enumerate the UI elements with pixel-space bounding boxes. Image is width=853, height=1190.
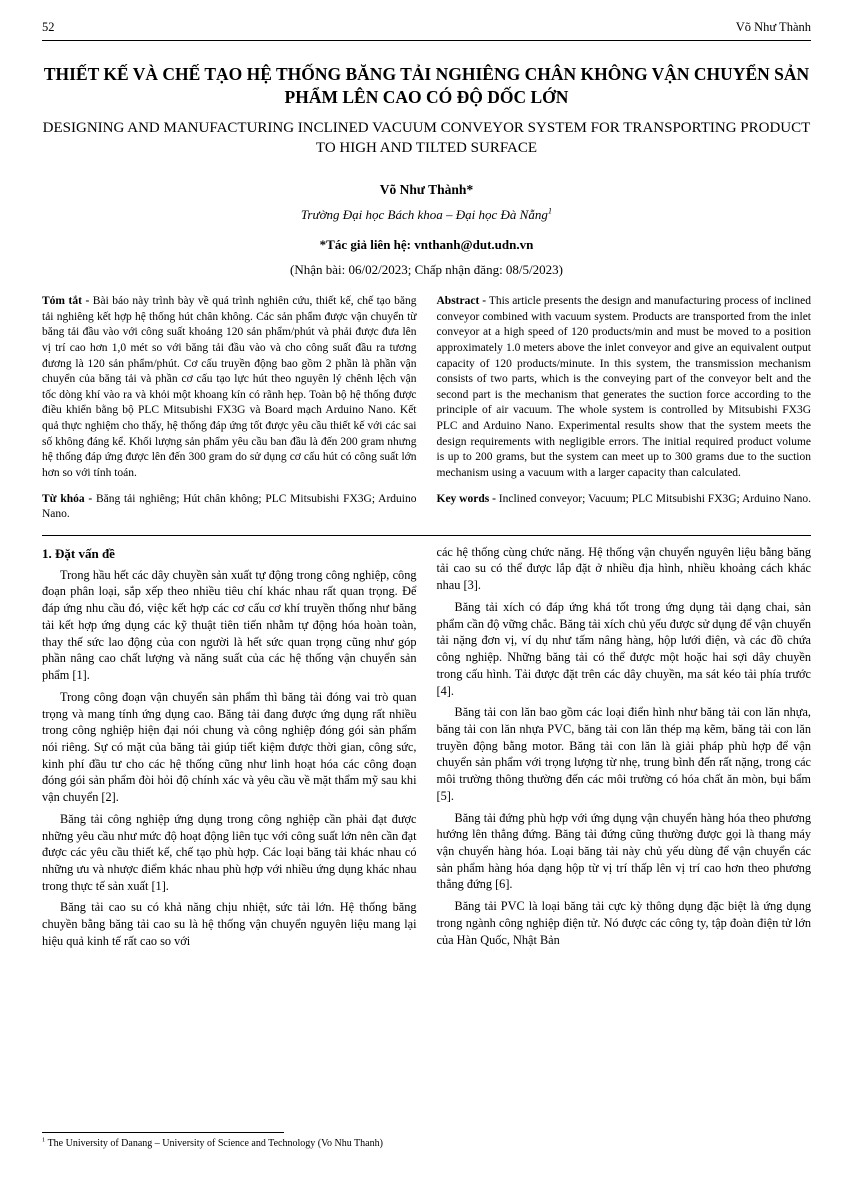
body-paragraph: Băng tải đứng phù hợp với ứng dụng vận chuyển hàng hóa theo phương hướng lên thẳng đứng. Băng tải đứng cũng thường được gọi là thang máy vận chuyển hàng hóa. Loại băng tải này chủ yếu dùng để vận chuyển các sản phẩm hàng hóa dạng hộp từ vị trí thấp lên vị trí cao hơn theo phương thẳng đứng [6]. [436, 810, 811, 892]
abstract-en-label: Abstract - [436, 295, 487, 307]
footnote-marker: 1 [42, 1136, 46, 1144]
title-vietnamese: THIẾT KẾ VÀ CHẾ TẠO HỆ THỐNG BĂNG TẢI NGHIÊNG CHÂN KHÔNG VẬN CHUYỂN SẢN PHẨM LÊN CAO CÓ ĐỘ DỐC LỚN [43, 64, 810, 107]
contact-label: *Tác giả liên hệ: [319, 237, 412, 252]
body-paragraph: Băng tải con lăn bao gồm các loại điển hình như băng tải con lăn nhựa, băng tải con lăn nhựa PVC, băng tải con lăn thép mạ kẽm, băng tải con lăn truyền động bằng motor. Băng tải con lăn là giải pháp phù hợp để vận chuyển sản phẩm với trọng lượng từ nhẹ, trung bình đến rất nặng, trong các môi trường thông thường đến các môi trường có hóa chất ăn mòn, bụi bẩm [5]. [436, 705, 811, 803]
body-column-left [42, 544, 417, 955]
body-paragraph: Băng tải cao su có khả năng chịu nhiệt, sức tải lớn. Hệ thống băng chuyền bằng băng tải cao su là hệ thống vận chuyển nguyên liệu mang lại hiệu quả kinh tế rất cao so với [42, 900, 417, 948]
abstract-english [437, 294, 812, 482]
abstract-column-english [437, 294, 812, 533]
abstract-vi-text: Bài báo này trình bày về quá trình nghiên cứu, thiết kế, chế tạo băng tải nghiêng kết hợp hệ thống hút chân không. Các sản phẩm được vận chuyển từ băng tải đầu vào với công suất khoảng 120 sản phẩm/phút và phải được đưa lên vị trí cao hơn 1,0 mét so với băng tải đầu vào và cho công suất đầu ra tương đương là 120 sản phẩm/phút. Cơ cấu truyền động bao gồm 2 phần là phần vận chuyển của băng tải và phần cơ cấu tạo lực hút theo nguyên lý chênh lệch vận tốc dòng khí vào ra và khỏi một khoang kín có rãnh hẹp. Toàn bộ hệ thống được điều khiển bằng bộ PLC Mitsubishi FX3G và Board mạch Arduino Nano. Kết quả thực nghiệm cho thấy, hệ thống đáp ứng tốt được yêu cầu thiết kế với các sai số không đáng kể. Khối lượng sản phẩm yêu cầu ban đầu là đến 200 gram nhưng hệ thống đáp ứng được lên đến 300 gram do sử dụng cơ cấu hút có công suất lớn hơn so với tính toán. [42, 295, 417, 479]
corresponding-author-email[interactable]: vnthanh@dut.udn.vn [414, 237, 534, 252]
abstract-en-text: This article presents the design and manufacturing process of inclined conveyor combined with vacuum system. Products are transported from the inlet conveyor at a high speed of 120 products/min and must be moved to a position approximately 1.0 meters above the inlet conveyor and give an equivalent output capacity of 120 products/minute. In this system, the transmission mechanism consists of two parts, which is the conveying part of the conveyor belt and the second part is the mechanism that generates the suction force according to the principle of air vacuum. The whole system is controlled by Mitsubishi FX3G PLC and Arduino Nano. Experimental results show that the system meets the design requirements with negligible errors. The initial required product volume is up to 200 grams, but the system can meet up to 300 grams due to the suction mechanism using a vacuum with a larger capacity than calculated. [436, 295, 811, 479]
body-section [42, 544, 811, 955]
abstract-column-vietnamese [42, 294, 417, 533]
section-divider-rule [42, 535, 811, 536]
body-paragraph: Trong công đoạn vận chuyển sản phẩm thì băng tải đóng vai trò quan trọng và mang tính ứng dụng cao. Băng tải đang được ứng dụng rất nhiều trong công nghiệp hiện đại nói chung và công nghiệp đóng gói sản phẩm nói riêng. Sự có mặt của băng tải giúp tiết kiệm được thời gian, công sức, kinh phí đầu tư cho các hệ thống cũng như linh hoạt hóa các công đoạn đóng gói sản phẩm đòi hỏi độ chính xác và yêu cầu về mặt thẩm mỹ sau khi vận chuyển [2]. [42, 689, 417, 805]
section-heading-1: 1. Đặt vấn đề [42, 545, 115, 561]
footnote-text: The University of Danang – University of Science and Technology (Vo Nhu Thanh) [47, 1138, 383, 1149]
abstract-section [42, 294, 811, 533]
affiliation-text: Trường Đại học Bách khoa – Đại học Đà Nẵng [300, 207, 548, 222]
body-paragraph: Băng tải công nghiệp ứng dụng trong công nghiệp cần phải đạt được những yêu cầu như mức độ hoạt động liên tục với công suất lớn nên cần đạt được các yêu cầu thiết kế, chế tạo phù hợp. Các loại băng tải khác nhau có những ưu và nhược điểm khác nhau phù hợp với nhiều ứng dụng khác nhau trong thực tế sản xuất [1]. [42, 811, 417, 893]
author-affiliation [42, 207, 811, 223]
body-column-right [437, 544, 812, 955]
affiliation-footnote-marker: 1 [547, 205, 553, 216]
keywords-vietnamese [42, 492, 417, 523]
title-english: DESIGNING AND MANUFACTURING INCLINED VACUUM CONVEYOR SYSTEM FOR TRANSPORTING PRODUCT TO HIGH AND TILTED SURFACE [42, 119, 811, 156]
keywords-en-text: Inclined conveyor; Vacuum; PLC Mitsubishi FX3G; Arduino Nano. [498, 492, 811, 505]
body-paragraph: Băng tải PVC là loại băng tải cực kỳ thông dụng đặc biệt là ứng dụng trong ngành công nghiệp điện tử. Nó được các công ty, tập đoàn điện tử lớn của Hàn Quốc, Nhật Bản [436, 899, 811, 947]
body-paragraph: Trong hầu hết các dây chuyền sản xuất tự động trong công nghiệp, công đoạn phân loại, sắp xếp theo nhiều tiêu chí khác nhau rất quan trọng. Để đáp ứng nhu cầu đó, việc kết hợp các cơ cấu cơ khí truyền thống như băng tải kết hợp ứng dụng các kỹ thuật tiên tiến nhằm tự động hóa hoàn toàn, thay thế sức lao động của con người là hết sức quan trọng cũng như góp phần nâng cao chất lượng và năng suất của các hệ thống vận chuyển sản phẩm [1]. [42, 567, 417, 683]
keywords-english [437, 492, 812, 508]
body-paragraph: Băng tải xích có đáp ứng khá tốt trong ứng dụng tải dạng chai, sản phẩm cần độ vững chắc. Băng tải xích chủ yếu được sử dụng để vận chuyển tải nặng đơn vị, ví dụ như tấm nâng hàng, hộp lưới điện, và các đồ chứa công nghiệp. Những băng tải có thể được một hoặc hai sợi dây chuyền trong cấu hình. Tải được đặt trên các dây chuyền, ma sát kéo tải phía trước [4]. [436, 599, 811, 698]
body-paragraph: các hệ thống cùng chức năng. Hệ thống vận chuyển nguyên liệu bằng băng tải cao su có thể được lắp đặt ở nhiều địa hình, nhiều khoảng cách khác nhau [3]. [436, 544, 811, 593]
author-name: Võ Như Thành* [379, 182, 474, 197]
abstract-vi-label: Tóm tắt - [42, 295, 90, 307]
received-accepted-dates: (Nhận bài: 06/02/2023; Chấp nhận đăng: 08/5/2023) [290, 262, 563, 277]
page-number: 52 [42, 20, 55, 34]
running-header [42, 20, 811, 41]
affiliation-footnote [42, 1132, 562, 1150]
running-head-author: Võ Như Thành [735, 20, 811, 34]
keywords-vi-label: Từ khóa - [42, 492, 93, 505]
corresponding-author-line [42, 237, 811, 253]
footnote-rule [42, 1132, 284, 1133]
abstract-vietnamese [42, 294, 417, 482]
keywords-vi-text: Băng tải nghiêng; Hút chân không; PLC Mitsubishi FX3G; Arduino Nano. [42, 492, 417, 521]
keywords-en-label: Key words - [436, 492, 496, 505]
